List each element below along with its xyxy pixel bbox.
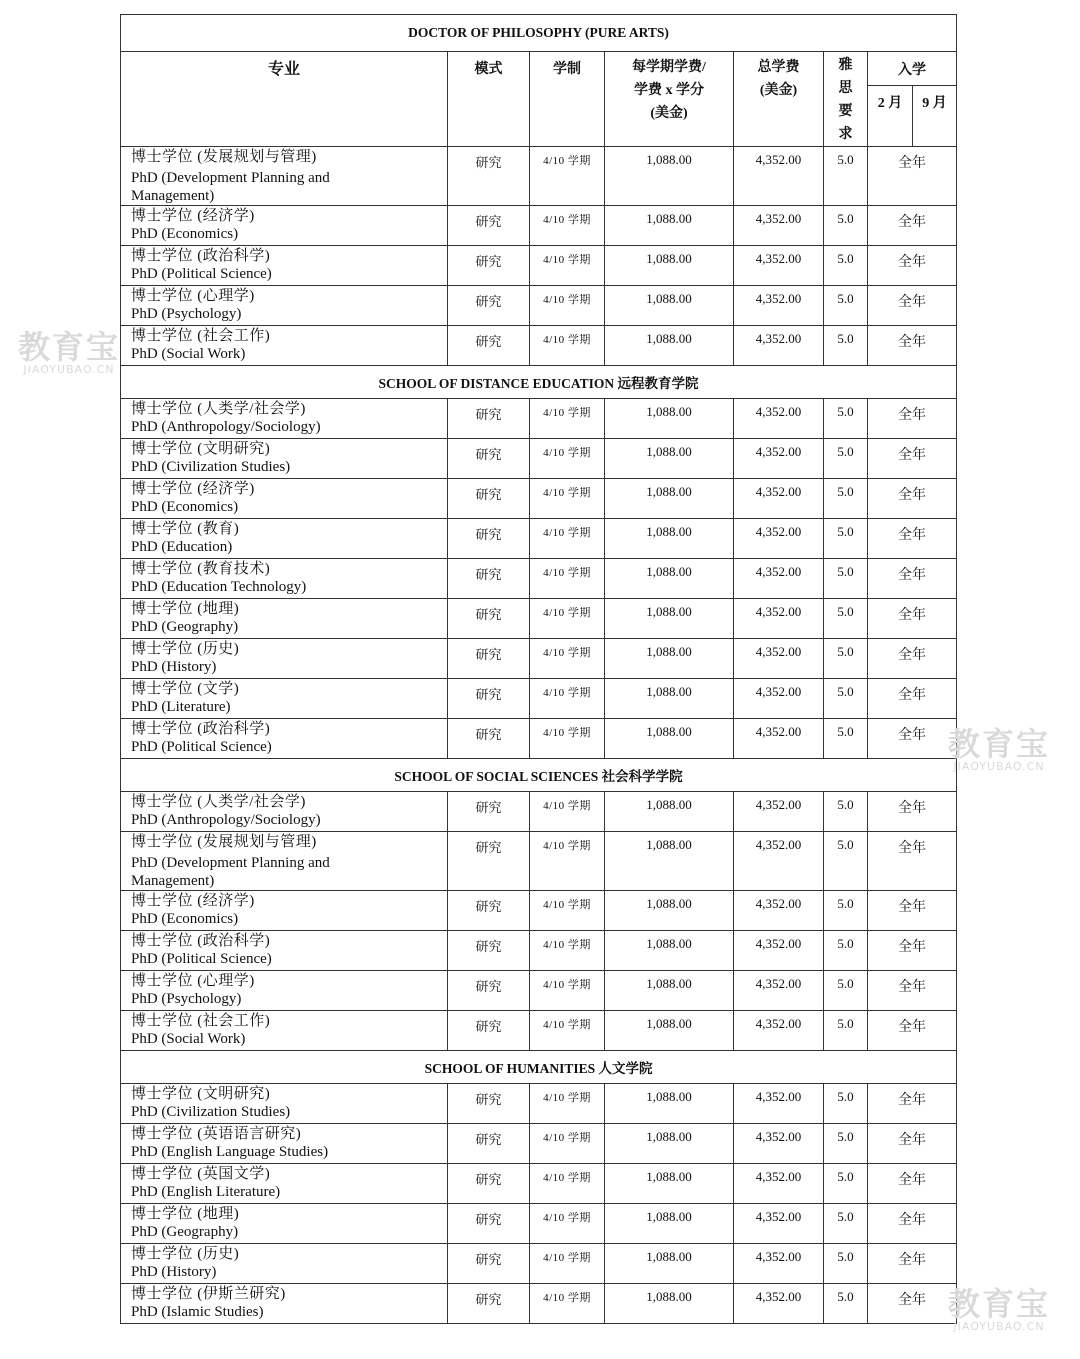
table-row — [121, 519, 957, 559]
duration-cell: 4/10 学期 — [530, 639, 605, 679]
program-cell — [121, 246, 448, 286]
duration-cell: 4/10 学期 — [530, 1011, 605, 1051]
program-cn: 博士学位 (文明研究) — [131, 1086, 271, 1102]
fee-cell: 1,088.00 — [605, 792, 734, 832]
duration-cell: 4/10 学期 — [530, 1124, 605, 1164]
mode-cell: 研究 — [448, 439, 530, 479]
duration-cell: 4/10 学期 — [530, 971, 605, 1011]
ielts-cell: 5.0 — [824, 639, 868, 679]
fee-cell: 1,088.00 — [605, 399, 734, 439]
duration-cell: 4/10 学期 — [530, 439, 605, 479]
mode-cell: 研究 — [448, 326, 530, 366]
duration-cell: 4/10 学期 — [530, 147, 605, 206]
program-cell — [121, 719, 448, 759]
total-cell: 4,352.00 — [734, 832, 824, 891]
ielts-cell: 5.0 — [824, 399, 868, 439]
program-cell — [121, 399, 448, 439]
tuition-table — [120, 14, 957, 1324]
ielts-cell: 5.0 — [824, 792, 868, 832]
table-row — [121, 206, 957, 246]
ielts-cell: 5.0 — [824, 1284, 868, 1324]
program-en: PhD (English Language Studies) — [131, 1144, 329, 1160]
program-cn: 博士学位 (经济学) — [131, 481, 255, 497]
program-cn: 博士学位 (地理) — [131, 1206, 240, 1222]
program-cell — [121, 599, 448, 639]
program-cell — [121, 792, 448, 832]
intake-cell: 全年 — [868, 679, 957, 719]
program-cell — [121, 679, 448, 719]
header-ielts-char: 雅 — [838, 58, 853, 73]
table-row — [121, 399, 957, 439]
header-total-line2: (美金) — [759, 83, 798, 98]
watermark-cn: 教育宝 — [948, 725, 1051, 763]
ielts-cell: 5.0 — [824, 599, 868, 639]
program-en: PhD (Education) — [131, 539, 233, 555]
ielts-cell: 5.0 — [824, 1204, 868, 1244]
total-cell: 4,352.00 — [734, 147, 824, 206]
mode-cell: 研究 — [448, 519, 530, 559]
program-cn: 博士学位 (社会工作) — [131, 1013, 271, 1029]
duration-cell: 4/10 学期 — [530, 792, 605, 832]
duration-cell: 4/10 学期 — [530, 599, 605, 639]
table-row — [121, 971, 957, 1011]
program-cn: 博士学位 (文学) — [131, 681, 240, 697]
table-row — [121, 1204, 957, 1244]
intake-cell: 全年 — [868, 326, 957, 366]
total-cell: 4,352.00 — [734, 599, 824, 639]
program-en: PhD (Development Planning and Management) — [131, 170, 330, 204]
program-cn: 博士学位 (教育技术) — [131, 561, 271, 577]
intake-cell: 全年 — [868, 891, 957, 931]
ielts-cell: 5.0 — [824, 559, 868, 599]
program-en: PhD (Anthropology/Sociology) — [131, 419, 321, 435]
header-ielts-char: 求 — [838, 127, 853, 142]
total-cell: 4,352.00 — [734, 246, 824, 286]
header-fee-line3: (美金) — [650, 106, 688, 121]
table-row — [121, 439, 957, 479]
intake-cell: 全年 — [868, 832, 957, 891]
intake-cell: 全年 — [868, 639, 957, 679]
total-cell: 4,352.00 — [734, 1204, 824, 1244]
total-cell: 4,352.00 — [734, 719, 824, 759]
mode-cell: 研究 — [448, 792, 530, 832]
program-cn: 博士学位 (社会工作) — [131, 328, 271, 344]
program-cell — [121, 326, 448, 366]
duration-cell: 4/10 学期 — [530, 399, 605, 439]
program-cell — [121, 1011, 448, 1051]
watermark-right-bottom — [948, 1287, 1050, 1333]
total-cell: 4,352.00 — [734, 519, 824, 559]
program-en: PhD (English Literature) — [131, 1184, 281, 1200]
ielts-cell: 5.0 — [824, 326, 868, 366]
ielts-cell: 5.0 — [824, 719, 868, 759]
table-row — [121, 559, 957, 599]
fee-cell: 1,088.00 — [605, 679, 734, 719]
program-en: PhD (Civilization Studies) — [131, 1104, 291, 1120]
total-cell: 4,352.00 — [734, 1284, 824, 1324]
table-row — [121, 326, 957, 366]
duration-cell: 4/10 学期 — [530, 559, 605, 599]
header-sep: 9 月 — [913, 86, 957, 147]
program-cn: 博士学位 (政治科学) — [131, 248, 271, 264]
intake-cell: 全年 — [868, 719, 957, 759]
duration-cell: 4/10 学期 — [530, 931, 605, 971]
program-cn: 博士学位 (地理) — [131, 601, 240, 617]
program-cn: 博士学位 (发展规划与管理) — [131, 834, 317, 850]
header-ielts-char: 思 — [838, 81, 853, 96]
program-en: PhD (Political Science) — [131, 951, 272, 967]
intake-cell: 全年 — [868, 1011, 957, 1051]
fee-cell: 1,088.00 — [605, 147, 734, 206]
total-cell: 4,352.00 — [734, 286, 824, 326]
program-cn: 博士学位 (心理学) — [131, 973, 255, 989]
section-heading-row — [121, 366, 957, 399]
program-cn: 博士学位 (经济学) — [131, 208, 255, 224]
ielts-cell: 5.0 — [824, 147, 868, 206]
program-en: PhD (Economics) — [131, 499, 239, 515]
section-heading-row — [121, 759, 957, 792]
duration-cell: 4/10 学期 — [530, 1164, 605, 1204]
mode-cell: 研究 — [448, 1244, 530, 1284]
fee-cell: 1,088.00 — [605, 1124, 734, 1164]
total-cell: 4,352.00 — [734, 439, 824, 479]
mode-cell: 研究 — [448, 399, 530, 439]
table-row — [121, 792, 957, 832]
fee-cell: 1,088.00 — [605, 559, 734, 599]
intake-cell: 全年 — [868, 1204, 957, 1244]
program-en: PhD (Political Science) — [131, 739, 272, 755]
duration-cell: 4/10 学期 — [530, 1084, 605, 1124]
ielts-cell: 5.0 — [824, 971, 868, 1011]
program-cn: 博士学位 (人类学/社会学) — [131, 401, 306, 417]
mode-cell: 研究 — [448, 286, 530, 326]
header-fee-line1: 每学期学费/ — [632, 60, 706, 75]
header-total — [734, 52, 824, 147]
duration-cell: 4/10 学期 — [530, 1284, 605, 1324]
header-fee — [605, 52, 734, 147]
fee-cell: 1,088.00 — [605, 246, 734, 286]
intake-cell: 全年 — [868, 1124, 957, 1164]
program-en: PhD (Islamic Studies) — [131, 1304, 264, 1320]
duration-cell: 4/10 学期 — [530, 519, 605, 559]
program-cell — [121, 931, 448, 971]
total-cell: 4,352.00 — [734, 1244, 824, 1284]
program-en: PhD (Geography) — [131, 619, 239, 635]
intake-cell: 全年 — [868, 1084, 957, 1124]
fee-cell: 1,088.00 — [605, 1244, 734, 1284]
program-cn: 博士学位 (经济学) — [131, 893, 255, 909]
program-cell — [121, 1284, 448, 1324]
fee-cell: 1,088.00 — [605, 971, 734, 1011]
header-total-line1: 总学费 — [757, 60, 800, 75]
mode-cell: 研究 — [448, 891, 530, 931]
watermark-en: JIAOYUBAO.CN — [23, 363, 115, 376]
duration-cell: 4/10 学期 — [530, 479, 605, 519]
duration-cell: 4/10 学期 — [530, 1204, 605, 1244]
fee-cell: 1,088.00 — [605, 1164, 734, 1204]
fee-cell: 1,088.00 — [605, 1084, 734, 1124]
intake-cell: 全年 — [868, 479, 957, 519]
program-cell — [121, 519, 448, 559]
program-cn: 博士学位 (人类学/社会学) — [131, 794, 306, 810]
intake-cell: 全年 — [868, 599, 957, 639]
intake-cell: 全年 — [868, 792, 957, 832]
header-fee-line2: 学费 x 学分 — [634, 83, 704, 98]
total-cell: 4,352.00 — [734, 399, 824, 439]
program-cell — [121, 1084, 448, 1124]
program-en: PhD (Economics) — [131, 226, 239, 242]
mode-cell: 研究 — [448, 1204, 530, 1244]
table-row — [121, 891, 957, 931]
fee-cell: 1,088.00 — [605, 206, 734, 246]
duration-cell: 4/10 学期 — [530, 832, 605, 891]
mode-cell: 研究 — [448, 1084, 530, 1124]
ielts-cell: 5.0 — [824, 479, 868, 519]
ielts-cell: 5.0 — [824, 246, 868, 286]
table-row — [121, 1244, 957, 1284]
total-cell: 4,352.00 — [734, 479, 824, 519]
table-row — [121, 679, 957, 719]
table-row — [121, 639, 957, 679]
program-en: PhD (Social Work) — [131, 346, 246, 362]
mode-cell: 研究 — [448, 147, 530, 206]
mode-cell: 研究 — [448, 1124, 530, 1164]
watermark-cn: 教育宝 — [18, 328, 121, 366]
table-row — [121, 147, 957, 206]
watermark-right-mid — [948, 727, 1050, 773]
duration-cell: 4/10 学期 — [530, 326, 605, 366]
intake-cell: 全年 — [868, 1244, 957, 1284]
table-row — [121, 719, 957, 759]
program-en: PhD (Civilization Studies) — [131, 459, 291, 475]
total-cell: 4,352.00 — [734, 931, 824, 971]
fee-cell: 1,088.00 — [605, 599, 734, 639]
total-cell: 4,352.00 — [734, 639, 824, 679]
program-cn: 博士学位 (政治科学) — [131, 933, 271, 949]
program-en: PhD (Psychology) — [131, 991, 242, 1007]
table-row — [121, 1084, 957, 1124]
program-en: PhD (Geography) — [131, 1224, 239, 1240]
intake-cell: 全年 — [868, 1284, 957, 1324]
program-cell — [121, 1164, 448, 1204]
mode-cell: 研究 — [448, 1164, 530, 1204]
table-row — [121, 1124, 957, 1164]
table-row — [121, 479, 957, 519]
duration-cell: 4/10 学期 — [530, 286, 605, 326]
program-cell — [121, 206, 448, 246]
mode-cell: 研究 — [448, 1284, 530, 1324]
program-cell — [121, 832, 448, 891]
ielts-cell: 5.0 — [824, 1124, 868, 1164]
fee-cell: 1,088.00 — [605, 286, 734, 326]
mode-cell: 研究 — [448, 639, 530, 679]
program-cn: 博士学位 (英国文学) — [131, 1166, 271, 1182]
program-cell — [121, 1244, 448, 1284]
program-cell — [121, 147, 448, 206]
total-cell: 4,352.00 — [734, 792, 824, 832]
table-title: DOCTOR OF PHILOSOPHY (PURE ARTS) — [121, 15, 957, 52]
mode-cell: 研究 — [448, 559, 530, 599]
program-cell — [121, 479, 448, 519]
fee-cell: 1,088.00 — [605, 519, 734, 559]
header-mode: 模式 — [448, 52, 530, 147]
header-program: 专业 — [121, 52, 448, 147]
fee-cell: 1,088.00 — [605, 719, 734, 759]
header-ielts — [824, 52, 868, 147]
mode-cell: 研究 — [448, 832, 530, 891]
table-row — [121, 832, 957, 891]
program-cell — [121, 559, 448, 599]
intake-cell: 全年 — [868, 519, 957, 559]
program-cell — [121, 286, 448, 326]
program-cn: 博士学位 (发展规划与管理) — [131, 149, 317, 165]
total-cell: 4,352.00 — [734, 1011, 824, 1051]
header-ielts-char: 要 — [838, 104, 853, 119]
program-en: PhD (Anthropology/Sociology) — [131, 812, 321, 828]
intake-cell: 全年 — [868, 1164, 957, 1204]
program-en: PhD (Literature) — [131, 699, 231, 715]
total-cell: 4,352.00 — [734, 679, 824, 719]
mode-cell: 研究 — [448, 246, 530, 286]
duration-cell: 4/10 学期 — [530, 1244, 605, 1284]
intake-cell: 全年 — [868, 559, 957, 599]
table-row — [121, 599, 957, 639]
watermark-cn: 教育宝 — [948, 1285, 1051, 1323]
header-feb: 2 月 — [868, 86, 913, 147]
header-duration: 学制 — [530, 52, 605, 147]
mode-cell: 研究 — [448, 971, 530, 1011]
total-cell: 4,352.00 — [734, 891, 824, 931]
total-cell: 4,352.00 — [734, 559, 824, 599]
program-cell — [121, 891, 448, 931]
mode-cell: 研究 — [448, 1011, 530, 1051]
fee-cell: 1,088.00 — [605, 326, 734, 366]
ielts-cell: 5.0 — [824, 679, 868, 719]
fee-cell: 1,088.00 — [605, 439, 734, 479]
intake-cell: 全年 — [868, 147, 957, 206]
intake-cell: 全年 — [868, 399, 957, 439]
program-en: PhD (History) — [131, 1264, 217, 1280]
program-en: PhD (Economics) — [131, 911, 239, 927]
ielts-cell: 5.0 — [824, 206, 868, 246]
duration-cell: 4/10 学期 — [530, 206, 605, 246]
program-cell — [121, 639, 448, 679]
program-en: PhD (History) — [131, 659, 217, 675]
fee-cell: 1,088.00 — [605, 479, 734, 519]
fee-cell: 1,088.00 — [605, 1284, 734, 1324]
program-cell — [121, 1124, 448, 1164]
total-cell: 4,352.00 — [734, 206, 824, 246]
program-cn: 博士学位 (文明研究) — [131, 441, 271, 457]
intake-cell: 全年 — [868, 286, 957, 326]
ielts-cell: 5.0 — [824, 519, 868, 559]
intake-cell: 全年 — [868, 971, 957, 1011]
program-cn: 博士学位 (历史) — [131, 641, 240, 657]
intake-cell: 全年 — [868, 931, 957, 971]
duration-cell: 4/10 学期 — [530, 679, 605, 719]
program-en: PhD (Education Technology) — [131, 579, 307, 595]
ielts-cell: 5.0 — [824, 891, 868, 931]
program-cn: 博士学位 (英语语言研究) — [131, 1126, 302, 1142]
section-heading: SCHOOL OF HUMANITIES 人文学院 — [121, 1051, 957, 1084]
header-intake: 入学 — [868, 52, 957, 86]
mode-cell: 研究 — [448, 679, 530, 719]
mode-cell: 研究 — [448, 206, 530, 246]
program-cn: 博士学位 (心理学) — [131, 288, 255, 304]
program-en: PhD (Social Work) — [131, 1031, 246, 1047]
table-row — [121, 1284, 957, 1324]
total-cell: 4,352.00 — [734, 971, 824, 1011]
mode-cell: 研究 — [448, 599, 530, 639]
total-cell: 4,352.00 — [734, 1084, 824, 1124]
total-cell: 4,352.00 — [734, 1164, 824, 1204]
watermark-en: JIAOYUBAO.CN — [953, 1320, 1045, 1333]
ielts-cell: 5.0 — [824, 832, 868, 891]
table-row — [121, 1011, 957, 1051]
duration-cell: 4/10 学期 — [530, 719, 605, 759]
duration-cell: 4/10 学期 — [530, 891, 605, 931]
ielts-cell: 5.0 — [824, 1164, 868, 1204]
fee-cell: 1,088.00 — [605, 931, 734, 971]
intake-cell: 全年 — [868, 246, 957, 286]
mode-cell: 研究 — [448, 719, 530, 759]
fee-cell: 1,088.00 — [605, 639, 734, 679]
section-heading: SCHOOL OF SOCIAL SCIENCES 社会科学学院 — [121, 759, 957, 792]
table-row — [121, 931, 957, 971]
program-en: PhD (Psychology) — [131, 306, 242, 322]
total-cell: 4,352.00 — [734, 326, 824, 366]
mode-cell: 研究 — [448, 479, 530, 519]
section-heading: SCHOOL OF DISTANCE EDUCATION 远程教育学院 — [121, 366, 957, 399]
table-row — [121, 246, 957, 286]
watermark-left — [18, 330, 120, 376]
watermark-en: JIAOYUBAO.CN — [953, 760, 1045, 773]
intake-cell: 全年 — [868, 206, 957, 246]
table-row — [121, 286, 957, 326]
fee-cell: 1,088.00 — [605, 832, 734, 891]
program-cell — [121, 971, 448, 1011]
ielts-cell: 5.0 — [824, 439, 868, 479]
program-cn: 博士学位 (伊斯兰研究) — [131, 1286, 286, 1302]
duration-cell: 4/10 学期 — [530, 246, 605, 286]
program-en: PhD (Political Science) — [131, 266, 272, 282]
ielts-cell: 5.0 — [824, 1084, 868, 1124]
total-cell: 4,352.00 — [734, 1124, 824, 1164]
program-cell — [121, 1204, 448, 1244]
ielts-cell: 5.0 — [824, 1244, 868, 1284]
section-heading-row — [121, 1051, 957, 1084]
program-en: PhD (Development Planning and Management) — [131, 855, 330, 889]
ielts-cell: 5.0 — [824, 931, 868, 971]
ielts-cell: 5.0 — [824, 286, 868, 326]
intake-cell: 全年 — [868, 439, 957, 479]
program-cn: 博士学位 (历史) — [131, 1246, 240, 1262]
fee-cell: 1,088.00 — [605, 891, 734, 931]
table-row — [121, 1164, 957, 1204]
program-cell — [121, 439, 448, 479]
fee-cell: 1,088.00 — [605, 1011, 734, 1051]
mode-cell: 研究 — [448, 931, 530, 971]
program-cn: 博士学位 (政治科学) — [131, 721, 271, 737]
fee-cell: 1,088.00 — [605, 1204, 734, 1244]
program-cn: 博士学位 (教育) — [131, 521, 240, 537]
ielts-cell: 5.0 — [824, 1011, 868, 1051]
